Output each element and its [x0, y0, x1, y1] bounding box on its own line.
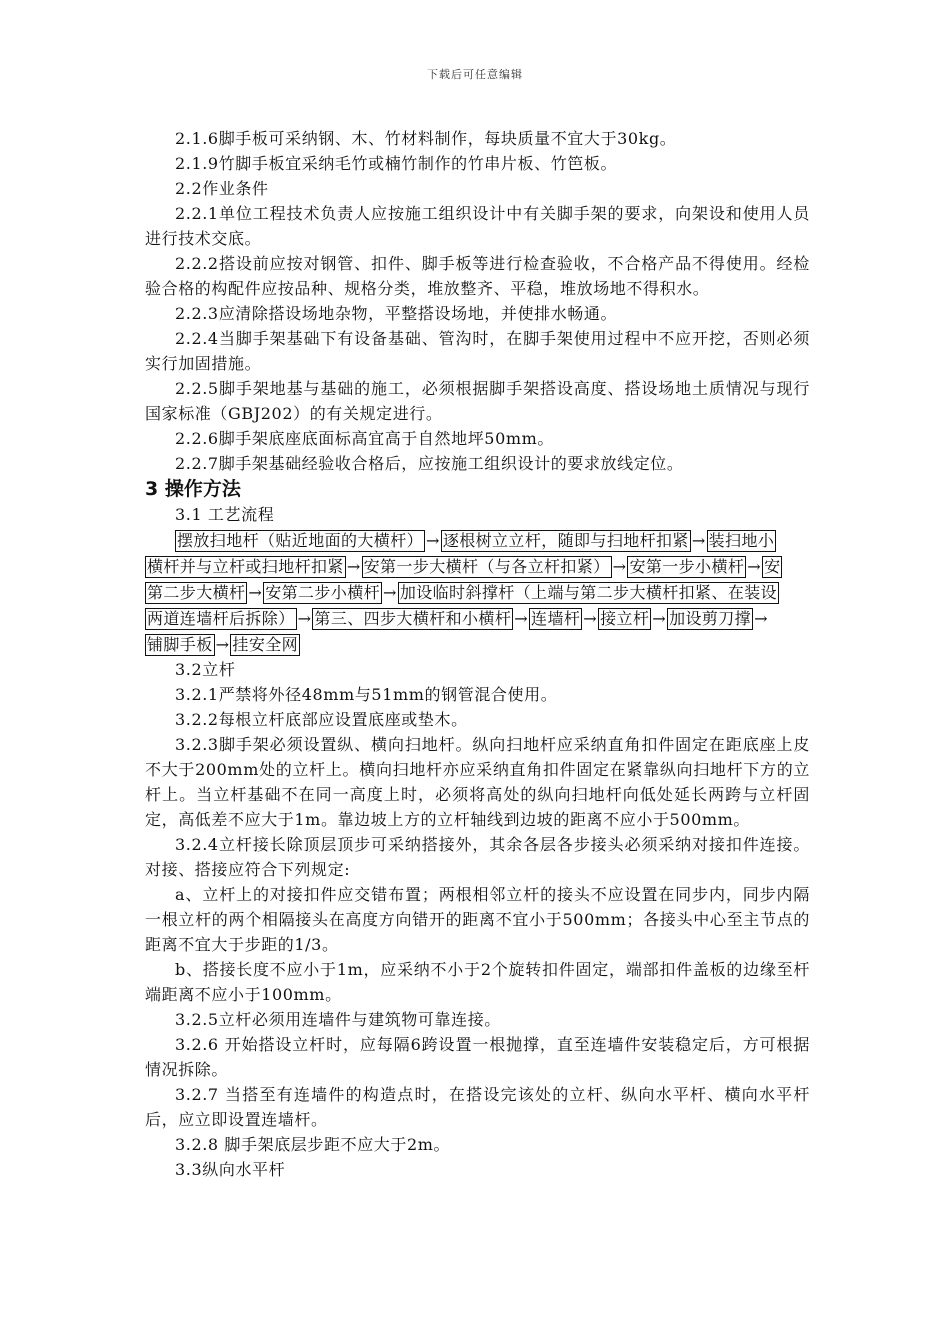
process-flowchart	[145, 527, 810, 657]
flow-step-box: 逐根树立立杆，随即与扫地杆扣紧	[442, 530, 689, 550]
paragraph: 3.2.5立杆必须用连墙件与建筑物可靠连接。	[175, 1010, 501, 1029]
arrow-right-icon: →	[297, 609, 312, 628]
arrow-right-icon: →	[754, 609, 768, 628]
flow-step-box: 第二步大横杆	[147, 582, 246, 602]
flow-row	[145, 605, 810, 631]
arrow-right-icon: →	[747, 557, 762, 576]
arrow-right-icon: →	[652, 609, 667, 628]
paragraph: 3.2.4立杆接长除顶层顶步可采纳搭接外，其余各层各步接头必须采纳对接扣件连接。对接、搭接应符合下列规定:	[145, 835, 810, 879]
flow-step-box: 安	[764, 556, 781, 576]
flow-step-box: 安第二步小横杆	[265, 582, 381, 602]
arrow-right-icon: →	[215, 635, 230, 654]
paragraph: 2.2.3应清除搭设场地杂物，平整搭设场地，并使排水畅通。	[175, 304, 618, 323]
document-body	[145, 126, 810, 1182]
section-2-paragraphs	[145, 126, 810, 476]
section-3-paragraphs	[145, 657, 810, 1182]
flow-step-box: 摆放扫地杆（贴近地面的大横杆）	[177, 530, 424, 550]
paragraph: 2.2.7脚手架基础经验收合格后，应按施工组织设计的要求放线定位。	[175, 454, 684, 473]
paragraph: 3.2.3脚手架必须设置纵、横向扫地杆。纵向扫地杆应采纳直角扣件固定在距底座上皮不大于200mm处的立杆上。横向扫地杆亦应采纳直角扣件固定在紧靠纵向扫地杆下方的立杆上。当立杆基础不在同一高度上时，必须将高处的纵向扫地杆向低处延长两跨与立杆固定，高低差不应大于1m。靠边坡上方的立杆轴线到边坡的距离不应小于500mm。	[145, 735, 810, 829]
flow-step-box: 横杆并与立杆或扫地杆扣紧	[147, 556, 344, 576]
paragraph: 3.2.6 开始搭设立杆时，应每隔6跨设置一根抛撑，直至连墙件安装稳定后，方可根据情况拆除。	[145, 1035, 810, 1079]
paragraph: 3.2.1严禁将外径48mm与51mm的钢管混合使用。	[175, 685, 558, 704]
paragraph: 3.2.2每根立杆底部应设置底座或垫木。	[175, 710, 468, 729]
flow-row	[145, 631, 810, 657]
flow-row	[145, 527, 810, 553]
flow-step-box: 两道连墙杆后拆除）	[147, 608, 295, 628]
arrow-right-icon: →	[426, 531, 440, 550]
arrow-right-icon: →	[691, 531, 706, 550]
flow-row	[145, 579, 810, 605]
paragraph: 2.2.4当脚手架基础下有设备基础、管沟时，在脚手架使用过程中不应开挖，否则必须实行加固措施。	[145, 329, 810, 373]
arrow-right-icon: →	[383, 583, 397, 602]
flow-step-box: 安第一步大横杆（与各立杆扣紧）	[363, 556, 610, 576]
arrow-right-icon: →	[612, 557, 627, 576]
flow-step-box: 连墙杆	[531, 608, 581, 628]
flow-step-box: 铺脚手板	[147, 634, 213, 654]
paragraph: 2.2.2搭设前应按对钢管、扣件、脚手板等进行检查验收，不合格产品不得使用。经检验合格的构配件应按品种、规格分类，堆放整齐、平稳，堆放场地不得积水。	[145, 254, 810, 298]
paragraph: 3.2.8 脚手架底层步距不应大于2m。	[175, 1135, 451, 1154]
paragraph: 2.2作业条件	[175, 179, 269, 198]
paragraph: 3.2.7 当搭至有连墙件的构造点时，在搭设完该处的立杆、纵向水平杆、横向水平杆后，应立即设置连墙杆。	[145, 1085, 810, 1129]
page-header: 下载后可任意编辑	[427, 68, 523, 81]
flow-step-box: 加设剪刀撑	[669, 608, 752, 628]
paragraph: 2.2.6脚手架底座底面标高宜高于自然地坪50mm。	[175, 429, 555, 448]
flow-step-box: 第三、四步大横杆和小横杆	[314, 608, 512, 628]
paragraph: 3.2立杆	[175, 660, 236, 679]
flow-step-box: 接立杆	[600, 608, 650, 628]
paragraph: b、搭接长度不应小于1m，应采纳不小于2个旋转扣件固定，端部扣件盖板的边缘至杆端距离不应小于100mm。	[145, 960, 810, 1004]
paragraph: 2.1.6脚手板可采纳钢、木、竹材料制作，每块质量不宜大于30kg。	[175, 129, 677, 148]
paragraph: 2.2.1单位工程技术负责人应按施工组织设计中有关脚手架的要求，向架设和使用人员进行技术交底。	[145, 204, 810, 248]
flow-step-box: 加设临时斜撑杆（上端与第二步大横杆扣紧、在装设	[399, 582, 778, 602]
arrow-right-icon: →	[248, 583, 263, 602]
paragraph: a、立杆上的对接扣件应交错布置；两根相邻立杆的接头不应设置在同步内，同步内隔一根立杆的两个相隔接头在高度方向错开的距离不宜小于500mm；各接头中心至主节点的距离不宜大于步距的1/3。	[145, 885, 810, 954]
subsection-heading: 3.1 工艺流程	[175, 505, 275, 524]
flow-step-box: 装扫地小	[708, 530, 775, 550]
arrow-right-icon: →	[346, 557, 361, 576]
flow-step-box: 挂安全网	[232, 634, 299, 654]
arrow-right-icon: →	[583, 609, 598, 628]
section-heading: 3 操作方法	[145, 478, 241, 500]
flow-step-box: 安第一步小横杆	[629, 556, 745, 576]
paragraph: 3.3纵向水平杆	[175, 1160, 286, 1179]
arrow-right-icon: →	[514, 609, 529, 628]
paragraph: 2.2.5脚手架地基与基础的施工，必须根据脚手架搭设高度、搭设场地土质情况与现行国家标准（GBJ202）的有关规定进行。	[145, 379, 810, 423]
flow-row	[145, 553, 810, 579]
paragraph: 2.1.9竹脚手板宜采纳毛竹或楠竹制作的竹串片板、竹笆板。	[175, 154, 618, 173]
